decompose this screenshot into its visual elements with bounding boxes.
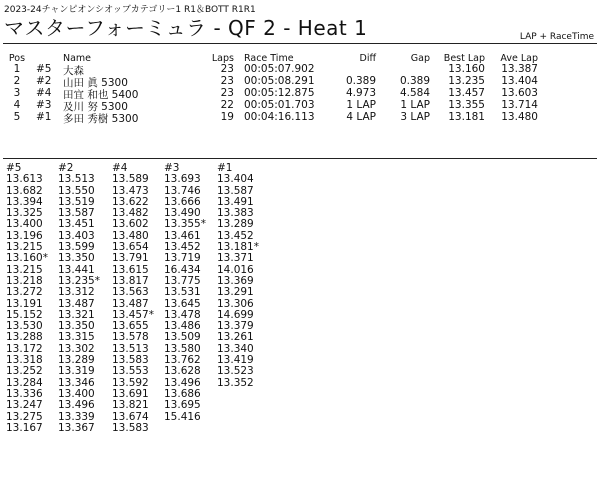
cell-name: 田宜 和也 5400 [63,89,139,101]
header-laps: Laps [211,53,234,64]
cell-laps: 19 [220,111,234,123]
lap-time: 13.218 [6,274,43,287]
lap-time: 13.487 [58,297,95,310]
cell-laps: 23 [220,87,234,99]
lap-column-header: #5 [6,162,22,174]
lap-time: 13.452 [217,229,254,242]
cell-race-time: 00:05:08.291 [244,75,315,87]
lap-time: 13.686 [164,387,201,400]
lap-time: 13.457* [112,308,154,321]
lap-time: 13.491 [217,195,254,208]
cell-diff: 0.389 [345,75,376,87]
lap-time: 13.275 [6,410,43,423]
lap-time: 13.578 [112,331,149,344]
lap-time: 13.519 [58,195,95,208]
cell-ave-lap: 13.603 [501,87,538,99]
cell-diff: 4 LAP [346,111,376,123]
lap-time: 13.480 [112,229,149,242]
lap-time: 13.691 [112,387,149,400]
cell-race-time: 00:05:01.703 [244,99,315,111]
lap-time: 13.762 [164,354,201,367]
lap-time: 13.513 [58,173,95,186]
lap-time: 13.563 [112,286,149,299]
lap-time: 13.383 [217,207,254,220]
lap-time: 13.482 [112,207,149,220]
lap-time: 13.583 [112,421,149,434]
lap-time: 13.346 [58,376,95,389]
lap-time: 13.622 [112,195,149,208]
cell-best-lap: 13.457 [448,87,485,99]
section-divider [3,158,597,159]
lap-time: 13.321 [58,308,95,321]
lap-time: 13.288 [6,331,43,344]
lap-column-header: #1 [217,162,233,174]
cell-ave-lap: 13.404 [501,75,538,87]
lap-time: 13.719 [164,252,201,265]
cell-laps: 23 [220,75,234,87]
page-title: マスターフォーミュラ - QF 2 - Heat 1 [4,16,368,40]
lap-time: 13.589 [112,173,149,186]
lap-column-header: #3 [164,162,180,174]
lap-time: 13.580 [164,342,201,355]
cell-laps: 22 [220,99,234,111]
lap-time: 13.336 [6,387,43,400]
lap-time: 13.318 [6,354,43,367]
cell-pos: 1 [13,63,21,75]
lap-time: 13.379 [217,320,254,333]
lap-time: 13.404 [217,173,254,186]
lap-time: 13.655 [112,320,149,333]
header-race-time: Race Time [244,53,294,64]
cell-pos: 3 [13,87,21,99]
lap-time: 13.302 [58,342,95,355]
header-best-lap: Best Lap [443,53,485,64]
header-name: Name [63,53,92,64]
lap-time: 13.339 [58,410,95,423]
lap-time: 13.371 [217,252,254,265]
header-pos: Pos [8,53,26,64]
lap-time: 13.478 [164,308,201,321]
cell-name: 山田 眞 5300 [63,77,128,89]
cell-race-time: 00:04:16.113 [244,111,315,123]
lap-column [6,163,66,434]
table-row [0,111,600,123]
lap-time: 13.821 [112,399,149,412]
lap-time: 13.490 [164,207,201,220]
lap-time: 13.172 [6,342,43,355]
lap-column-header: #4 [112,162,128,174]
lap-time: 13.599 [58,241,95,254]
lap-time: 14.016 [217,263,254,276]
lap-time: 13.666 [164,195,201,208]
table-row [0,75,600,87]
cell-name: 多田 秀樹 5300 [63,113,139,125]
lap-time: 13.441 [58,263,95,276]
lap-time: 13.252 [6,365,43,378]
lap-column [112,163,172,434]
lap-time: 13.746 [164,184,201,197]
table-row [0,63,600,75]
lap-time: 16.434 [164,263,201,276]
lap-time: 13.160* [6,252,48,265]
lap-time: 13.791 [112,252,149,265]
lap-time: 13.693 [164,173,201,186]
table-row [0,87,600,99]
lap-time: 13.602 [112,218,149,231]
lap-time: 13.587 [58,207,95,220]
lap-time: 13.487 [112,297,149,310]
lap-time: 13.509 [164,331,201,344]
lap-time: 13.419 [217,354,254,367]
event-header: 2023-24チャンピオンシオッブカテゴリー1 R1＆BOTT R1R1 [4,5,256,15]
cell-no: #1 [36,111,52,123]
lap-time: 13.247 [6,399,43,412]
lap-time: 13.261 [217,331,254,344]
lap-column-header: #2 [58,162,74,174]
lap-time: 13.312 [58,286,95,299]
cell-no: #4 [36,87,52,99]
cell-best-lap: 13.160 [448,63,485,75]
lap-time: 13.167 [6,421,43,434]
cell-race-time: 00:05:07.902 [244,63,315,75]
lap-time: 13.553 [112,365,149,378]
cell-ave-lap: 13.387 [501,63,538,75]
lap-time: 13.615 [112,263,149,276]
lap-time: 13.215 [6,241,43,254]
cell-laps: 23 [220,63,234,75]
cell-ave-lap: 13.714 [501,99,538,111]
lap-column [217,163,277,389]
lap-time: 13.496 [58,399,95,412]
cell-gap: 3 LAP [400,111,430,123]
lap-time: 13.645 [164,297,201,310]
lap-time: 13.496 [164,376,201,389]
lap-time: 15.416 [164,410,201,423]
lap-time: 15.152 [6,308,43,321]
lap-time: 13.775 [164,274,201,287]
lap-time: 13.319 [58,365,95,378]
cell-diff: 1 LAP [346,99,376,111]
cell-gap: 4.584 [399,87,430,99]
lap-time: 13.531 [164,286,201,299]
lap-time: 13.291 [217,286,254,299]
lap-time: 13.340 [217,342,254,355]
lap-time: 13.272 [6,286,43,299]
lap-time: 13.306 [217,297,254,310]
cell-ave-lap: 13.480 [501,111,538,123]
lap-time: 13.289 [58,354,95,367]
header-ave-lap: Ave Lap [500,53,538,64]
cell-gap: 0.389 [399,75,430,87]
lap-time: 13.654 [112,241,149,254]
lap-time: 13.394 [6,195,43,208]
cell-best-lap: 13.355 [448,99,485,111]
lap-time: 13.452 [164,241,201,254]
lap-time: 13.473 [112,184,149,197]
cell-no: #3 [36,99,52,111]
lap-time: 13.674 [112,410,149,423]
lap-time: 13.191 [6,297,43,310]
header-gap: Gap [410,53,430,64]
lap-time: 13.530 [6,320,43,333]
report-type-label: LAP + RaceTime [519,32,594,42]
lap-time: 13.451 [58,218,95,231]
cell-best-lap: 13.181 [448,111,485,123]
lap-time: 13.587 [217,184,254,197]
lap-time: 13.513 [112,342,149,355]
cell-diff: 4.973 [345,87,376,99]
lap-time: 13.350 [58,252,95,265]
lap-time: 13.352 [217,376,254,389]
lap-time: 13.682 [6,184,43,197]
lap-time: 13.583 [112,354,149,367]
cell-no: #2 [36,75,52,87]
cell-no: #5 [36,63,52,75]
lap-time: 13.289 [217,218,254,231]
lap-time: 13.181* [217,241,259,254]
lap-time: 13.367 [58,421,95,434]
cell-pos: 2 [13,75,21,87]
header-diff: Diff [359,53,376,64]
lap-time: 13.613 [6,173,43,186]
lap-time: 13.400 [58,387,95,400]
lap-time: 13.355* [164,218,206,231]
lap-time: 13.486 [164,320,201,333]
lap-time: 13.325 [6,207,43,220]
lap-time: 13.235* [58,274,100,287]
lap-time: 13.550 [58,184,95,197]
table-row [0,99,600,111]
lap-time: 13.215 [6,263,43,276]
lap-time: 13.695 [164,399,201,412]
lap-time: 14.699 [217,308,254,321]
lap-column [164,163,224,423]
lap-time: 13.284 [6,376,43,389]
cell-gap: 1 LAP [400,99,430,111]
lap-column [58,163,118,434]
lap-time: 13.461 [164,229,201,242]
lap-time: 13.400 [6,218,43,231]
cell-name: 及川 努 5300 [63,101,128,113]
cell-race-time: 00:05:12.875 [244,87,315,99]
cell-pos: 5 [13,111,21,123]
cell-name: 大森 [63,65,84,77]
header-divider [3,43,597,44]
lap-time: 13.369 [217,274,254,287]
lap-time: 13.403 [58,229,95,242]
lap-time: 13.592 [112,376,149,389]
lap-time: 13.523 [217,365,254,378]
lap-time: 13.315 [58,331,95,344]
lap-time: 13.628 [164,365,201,378]
lap-time: 13.817 [112,274,149,287]
cell-pos: 4 [13,99,21,111]
lap-time: 13.350 [58,320,95,333]
title-row [4,12,596,42]
lap-time: 13.196 [6,229,43,242]
cell-best-lap: 13.235 [448,75,485,87]
